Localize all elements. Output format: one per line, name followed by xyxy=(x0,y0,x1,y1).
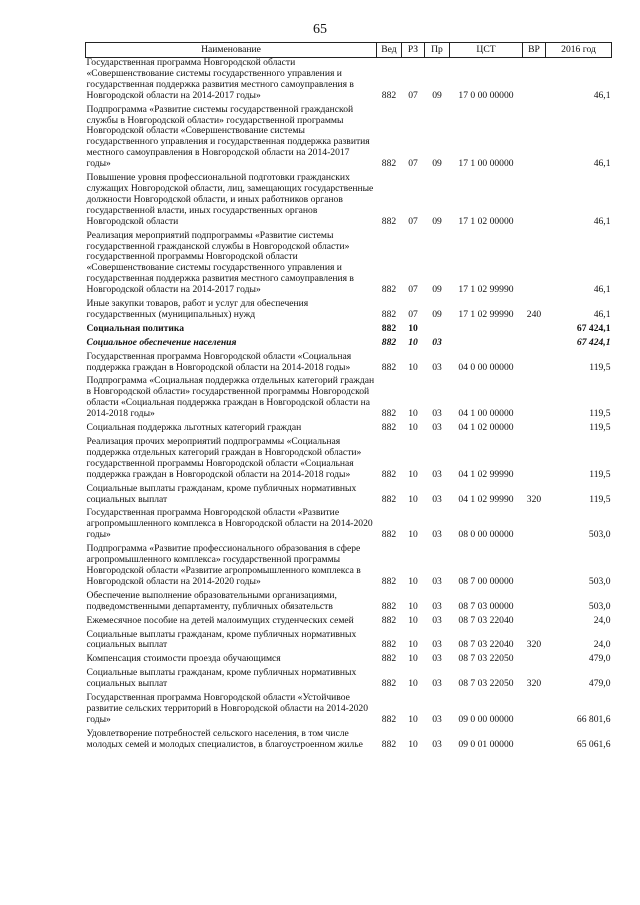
table-row xyxy=(86,729,612,754)
row-ved-cell: 882 xyxy=(381,284,397,296)
page-number: 65 xyxy=(313,22,327,37)
row-vr-cell: 320 xyxy=(526,493,542,505)
row-name-cell: Компенсация стоимости проезда обучающимся xyxy=(86,653,281,665)
row-ved-cell: 882 xyxy=(381,308,397,320)
table-body xyxy=(86,58,612,754)
row-pr-cell: 03 xyxy=(432,529,442,541)
row-name-cell: Ежемесячное пособие на детей малоимущих студенческих семей xyxy=(86,614,354,626)
row-rz-cell: 10 xyxy=(408,361,418,373)
row-vr-cell xyxy=(523,173,546,231)
table-row xyxy=(86,508,612,544)
row-cst-cell: 08 7 03 22040 xyxy=(458,614,514,626)
row-amount-cell: 479,0 xyxy=(588,653,611,665)
row-cst-cell xyxy=(450,324,523,338)
row-cst-cell: 08 7 03 00000 xyxy=(458,600,514,612)
row-amount-cell: 24,0 xyxy=(593,614,611,626)
table-row xyxy=(86,544,612,591)
row-cst-cell: 08 0 00 00000 xyxy=(458,529,514,541)
row-amount-cell: 479,0 xyxy=(588,678,611,690)
table-row xyxy=(86,630,612,655)
row-vr-cell xyxy=(523,437,546,484)
row-pr-cell: 03 xyxy=(432,422,442,434)
row-pr-cell: 03 xyxy=(432,678,442,690)
row-name-cell: Государственная программа Новгородской области «Социальная поддержка граждан в Новгородской области на 2014-2018 годы» xyxy=(86,350,352,373)
row-vr-cell xyxy=(523,693,546,729)
header-ved: Вед xyxy=(377,43,402,58)
row-rz-cell: 10 xyxy=(408,678,418,690)
row-rz-cell: 07 xyxy=(408,158,418,170)
row-amount-cell: 503,0 xyxy=(588,600,611,612)
row-rz-cell: 07 xyxy=(408,215,418,227)
row-pr-cell xyxy=(425,324,450,338)
row-cst-cell: 09 0 01 00000 xyxy=(458,738,514,750)
row-amount-cell: 46,1 xyxy=(593,215,611,227)
row-cst-cell: 08 7 03 22050 xyxy=(458,678,514,690)
row-vr-cell xyxy=(523,508,546,544)
row-rz-cell: 10 xyxy=(408,600,418,612)
row-name-cell: Государственная программа Новгородской области «Устойчивое развитие сельских территорий в Новгородской области на 2014-2020 годы» xyxy=(86,692,369,725)
row-rz-cell: 10 xyxy=(408,336,418,348)
row-amount-cell: 46,1 xyxy=(593,158,611,170)
row-pr-cell: 09 xyxy=(432,158,442,170)
row-amount-cell: 67 424,1 xyxy=(576,336,611,348)
row-cst-cell: 08 7 03 22050 xyxy=(458,653,514,665)
row-rz-cell: 10 xyxy=(408,422,418,434)
row-name-cell: Подпрограмма «Социальная поддержка отдельных категорий граждан в Новгородской области» государственной программы Новгородской области «Социальная поддержка граждан в Новгородской области на 2014-2018 годы» xyxy=(86,375,375,420)
header-rz: РЗ xyxy=(402,43,425,58)
row-pr-cell: 03 xyxy=(432,713,442,725)
row-pr-cell: 03 xyxy=(432,614,442,626)
table-row xyxy=(86,338,612,352)
row-pr-cell: 03 xyxy=(432,600,442,612)
row-name-cell: Социальные выплаты гражданам, кроме публичных нормативных социальных выплат xyxy=(86,667,357,690)
row-ved-cell: 882 xyxy=(381,493,397,505)
row-rz-cell: 10 xyxy=(408,738,418,750)
row-pr-cell: 03 xyxy=(432,493,442,505)
row-amount-cell: 119,5 xyxy=(589,408,611,420)
row-ved-cell: 882 xyxy=(381,529,397,541)
row-cst-cell: 17 1 00 00000 xyxy=(458,158,514,170)
row-vr-cell xyxy=(523,105,546,173)
row-amount-cell: 46,1 xyxy=(593,89,611,101)
row-cst-cell: 04 1 00 00000 xyxy=(458,408,514,420)
table-row xyxy=(86,616,612,630)
row-vr-cell xyxy=(523,231,546,299)
row-name-cell: Реализация мероприятий подпрограммы «Развитие системы государственной гражданской службы в Новгородской области» государственной программы Новгородской области «Совершенствование системы государственного управления и государственная поддержка развития местного самоуправления в Новгородской области на 2014-2017 годы» xyxy=(86,229,354,296)
row-pr-cell: 03 xyxy=(432,468,442,480)
row-pr-cell: 03 xyxy=(432,361,442,373)
row-rz-cell: 10 xyxy=(408,653,418,665)
table-header xyxy=(86,43,612,58)
row-cst-cell: 04 1 02 99990 xyxy=(458,493,514,505)
header-cst: ЦСТ xyxy=(450,43,523,58)
row-ved-cell: 882 xyxy=(381,468,397,480)
row-amount-cell: 65 061,6 xyxy=(576,738,611,750)
row-cst-cell: 04 1 02 99990 xyxy=(458,468,514,480)
row-name-cell: Социальная политика xyxy=(86,322,185,334)
row-name-cell: Иные закупки товаров, работ и услуг для обеспечения государственных (муниципальных) нужд xyxy=(86,298,309,320)
row-ved-cell: 882 xyxy=(381,215,397,227)
table-row xyxy=(86,231,612,299)
table-row xyxy=(86,484,612,509)
row-vr-cell: 320 xyxy=(526,678,542,690)
row-ved-cell: 882 xyxy=(381,678,397,690)
row-ved-cell: 882 xyxy=(381,408,397,420)
row-amount-cell: 119,5 xyxy=(589,361,611,373)
row-rz-cell: 07 xyxy=(408,284,418,296)
row-rz-cell: 10 xyxy=(408,322,418,334)
row-cst-cell: 04 1 02 00000 xyxy=(458,422,514,434)
table-row xyxy=(86,105,612,173)
row-ved-cell: 882 xyxy=(381,336,397,348)
row-vr-cell xyxy=(523,376,546,423)
row-amount-cell: 24,0 xyxy=(593,639,611,651)
row-amount-cell: 46,1 xyxy=(593,308,611,320)
row-cst-cell: 08 7 03 22040 xyxy=(458,639,514,651)
row-amount-cell: 119,5 xyxy=(589,493,611,505)
header-pr: Пр xyxy=(425,43,450,58)
row-ved-cell: 882 xyxy=(381,738,397,750)
table-row xyxy=(86,591,612,616)
row-name-cell: Социальное обеспечение населения xyxy=(86,336,237,348)
row-ved-cell: 882 xyxy=(381,614,397,626)
row-pr-cell: 09 xyxy=(432,284,442,296)
row-vr-cell: 320 xyxy=(526,639,542,651)
row-pr-cell: 09 xyxy=(432,215,442,227)
row-ved-cell: 882 xyxy=(381,653,397,665)
row-rz-cell: 10 xyxy=(408,493,418,505)
row-amount-cell: 503,0 xyxy=(588,575,611,587)
row-ved-cell: 882 xyxy=(381,600,397,612)
row-name-cell: Повышение уровня профессиональной подготовки гражданских служащих Новгородской области, лиц, замещающих государственные должности Новгородской области, и иных работников органов государственной власти, иных государственных органов Новгородской области xyxy=(86,172,374,227)
row-pr-cell: 09 xyxy=(432,308,442,320)
row-vr-cell xyxy=(523,544,546,591)
row-amount-cell: 119,5 xyxy=(589,422,611,434)
row-rz-cell: 10 xyxy=(408,639,418,651)
row-ved-cell: 882 xyxy=(381,89,397,101)
row-vr-cell: 240 xyxy=(526,308,542,320)
row-cst-cell: 04 0 00 00000 xyxy=(458,361,514,373)
row-pr-cell: 03 xyxy=(432,653,442,665)
row-vr-cell xyxy=(523,352,546,377)
row-rz-cell: 10 xyxy=(408,408,418,420)
row-pr-cell: 03 xyxy=(432,336,442,348)
table-row xyxy=(86,693,612,729)
row-amount-cell: 67 424,1 xyxy=(576,322,611,334)
row-rz-cell: 07 xyxy=(408,308,418,320)
row-ved-cell: 882 xyxy=(381,713,397,725)
row-rz-cell: 07 xyxy=(408,89,418,101)
row-cst-cell: 17 1 02 99990 xyxy=(458,308,514,320)
row-rz-cell: 10 xyxy=(408,614,418,626)
table-row xyxy=(86,654,612,668)
row-vr-cell xyxy=(523,729,546,754)
row-rz-cell: 10 xyxy=(408,575,418,587)
table-row xyxy=(86,173,612,231)
table-row xyxy=(86,376,612,423)
row-rz-cell: 10 xyxy=(408,468,418,480)
table-row xyxy=(86,324,612,338)
row-name-cell: Социальные выплаты гражданам, кроме публичных нормативных социальных выплат xyxy=(86,628,357,651)
table-row xyxy=(86,668,612,693)
row-amount-cell: 503,0 xyxy=(588,529,611,541)
row-vr-cell xyxy=(523,616,546,630)
header-name: Наименование xyxy=(86,43,377,58)
row-cst-cell: 17 0 00 00000 xyxy=(458,89,514,101)
row-vr-cell xyxy=(523,423,546,437)
row-pr-cell: 03 xyxy=(432,738,442,750)
row-name-cell: Государственная программа Новгородской области «Развитие агропромышленного комплекса в Новгородской области на 2014-2020 годы» xyxy=(86,507,373,541)
row-name-cell: Реализация прочих мероприятий подпрограммы «Социальная поддержка отдельных категорий граждан в Новгородской области» государственной программы Новгородской области «Социальная поддержка граждан в Новгородской области на 2014-2018 годы» xyxy=(86,436,362,480)
row-name-cell: Подпрограмма «Развитие системы государственной гражданской службы в Новгородской области» государственной программы Новгородской области «Совершенствование системы государственного управления и государственная поддержка развития местного самоуправления в Новгородской области на 2014-2017 годы» xyxy=(86,103,370,170)
row-amount-cell: 119,5 xyxy=(589,468,611,480)
row-vr-cell xyxy=(523,338,546,352)
row-vr-cell xyxy=(523,591,546,616)
row-pr-cell: 09 xyxy=(432,89,442,101)
row-name-cell: Подпрограмма «Развитие профессионального образования в сфере агропромышленного комплекса» государственной программы Новгородской области «Развитие агропромышленного комплекса в Новгородской области на 2014-2020 годы» xyxy=(86,543,361,587)
row-ved-cell: 882 xyxy=(381,639,397,651)
row-ved-cell: 882 xyxy=(381,361,397,373)
row-cst-cell: 17 1 02 00000 xyxy=(458,215,514,227)
row-name-cell: Социальные выплаты гражданам, кроме публичных нормативных социальных выплат xyxy=(86,482,357,505)
row-ved-cell: 882 xyxy=(381,158,397,170)
row-ved-cell: 882 xyxy=(381,575,397,587)
header-vr: ВР xyxy=(523,43,546,58)
table-row xyxy=(86,437,612,484)
row-rz-cell: 10 xyxy=(408,713,418,725)
row-cst-cell: 17 1 02 99990 xyxy=(458,284,514,296)
header-year: 2016 год xyxy=(546,43,612,58)
row-pr-cell: 03 xyxy=(432,408,442,420)
row-rz-cell: 10 xyxy=(408,529,418,541)
row-ved-cell: 882 xyxy=(381,322,397,334)
row-name-cell: Государственная программа Новгородской области «Совершенствование системы государственного управления и государственная поддержка развития местного самоуправления в Новгородской области на 2014-2017 годы» xyxy=(86,57,354,101)
row-vr-cell xyxy=(523,58,546,105)
row-amount-cell: 46,1 xyxy=(593,284,611,296)
row-cst-cell xyxy=(450,338,523,352)
row-cst-cell: 09 0 00 00000 xyxy=(458,713,514,725)
row-cst-cell: 08 7 00 00000 xyxy=(458,575,514,587)
row-amount-cell: 66 801,6 xyxy=(576,713,611,725)
row-vr-cell xyxy=(523,324,546,338)
row-name-cell: Социальная поддержка льготных категорий граждан xyxy=(86,422,302,434)
row-pr-cell: 03 xyxy=(432,575,442,587)
row-ved-cell: 882 xyxy=(381,422,397,434)
table-row xyxy=(86,58,612,105)
table-row xyxy=(86,352,612,377)
table-row xyxy=(86,423,612,437)
row-vr-cell xyxy=(523,654,546,668)
budget-table xyxy=(85,42,612,754)
table-row xyxy=(86,299,612,324)
row-pr-cell: 03 xyxy=(432,639,442,651)
row-name-cell: Обеспечение выполнение образовательными организациями, подведомственными департаменту, публичных обязательств xyxy=(86,589,337,612)
row-name-cell: Удовлетворение потребностей сельского населения, в том числе молодых семей и молодых специалистов, в благоустроенном жилье xyxy=(86,727,363,750)
